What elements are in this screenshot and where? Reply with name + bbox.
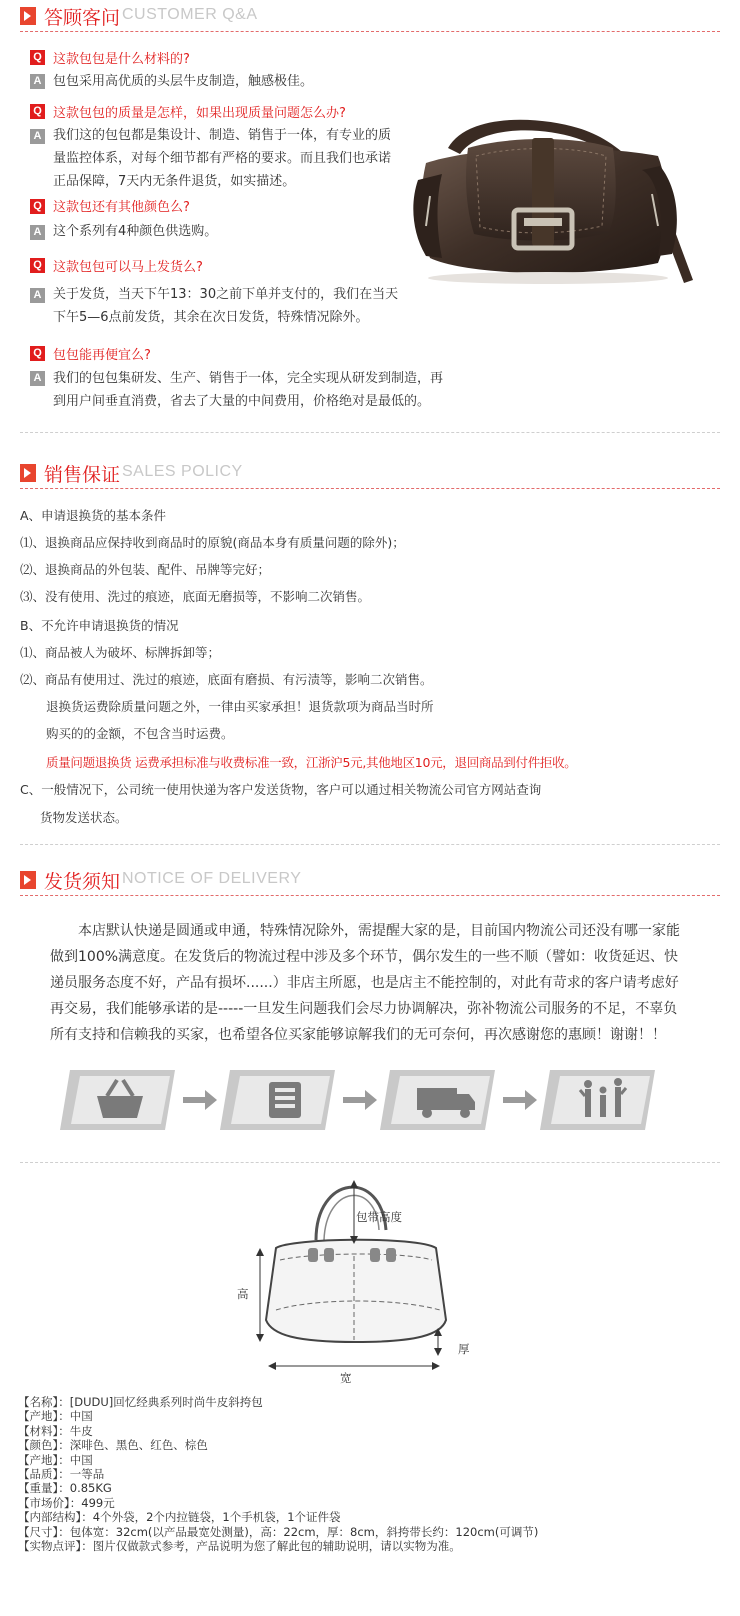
question-1: 这款包包是什么材料的? — [53, 52, 190, 67]
question-5: 包包能再便宜么? — [53, 348, 151, 363]
header-divider — [20, 895, 720, 896]
question-icon: Q — [30, 258, 45, 273]
section-divider — [20, 844, 720, 845]
sales-title-en: SALES POLICY — [122, 463, 243, 480]
answer-3-line-1: 这个系列有4种颜色供选购。 — [53, 224, 218, 239]
brown-leather-handbag-image — [408, 108, 698, 290]
answer-icon: A — [30, 129, 45, 144]
answer-2-line-2: 量监控体系，对每个细节都有严格的要求。而且我们也承诺 — [53, 151, 392, 166]
question-2: 这款包包的质量是怎样，如果出现质量问题怎么办? — [53, 106, 346, 121]
height-label: 高 — [237, 1287, 249, 1301]
delivery-notice-paragraph: 本店默认快递是圆通或申通，特殊情况除外，需提醒大家的是，目前国内物流公司还没有哪一家能做到100%满意度。在发货后的物流过程中涉及多个环节，偶尔发生的一些不顺（譬如：收货延迟、快递员服务态度不好，产品有损坏......）非店主所愿，也是店主不能控制的，对此有苛求的客户请考虑好再交易，我们能够承诺的是-----一旦发生问题我们会尽力协调解决，弥补物流公司服务的不足，不辜负所有支持和信赖我的买家，也希望各位买家能够谅解我们的无可奈何，再次感谢您的惠顾！谢谢！！ — [50, 923, 680, 1043]
question-icon: Q — [30, 346, 45, 361]
policy-line: 退换货运费除质量问题之外，一律由买家承担！退货款项为商品当时所 — [46, 699, 434, 714]
qa-title-cn: 答顾客问 — [44, 7, 121, 29]
spec-name: 【名称】：[DUDU]回忆经典系列时尚牛皮斜挎包 — [18, 1395, 263, 1409]
spec-size: 【尺寸】：包体宽：32cm(以产品最宽处测量)，高：22cm，厚：8cm，斜挎带长约：120cm(可调节) — [18, 1524, 539, 1539]
section-arrow-icon — [20, 7, 36, 25]
spec-material: 【材料】：牛皮 — [18, 1423, 93, 1438]
answer-4-line-2: 下午5—6点前发货，其余在次日发货，特殊情况除外。 — [53, 310, 369, 325]
product-specs-list — [18, 1395, 538, 1553]
width-label: 宽 — [340, 1371, 352, 1385]
answer-2-line-3: 正品保障，7天内无条件退货，如实描述。 — [53, 174, 296, 189]
header-divider — [20, 31, 720, 32]
section-arrow-icon — [20, 464, 36, 482]
policy-heading-b: B、不允许申请退换货的情况 — [20, 618, 179, 633]
depth-label: 厚 — [458, 1342, 470, 1356]
policy-line: ⑴、商品被人为破坏、标牌拆卸等； — [20, 645, 221, 660]
delivery-title-en: NOTICE OF DELIVERY — [122, 870, 302, 887]
delivery-steps-graphic — [55, 1060, 655, 1140]
question-icon: Q — [30, 50, 45, 65]
section-divider — [20, 1162, 720, 1163]
spec-origin-2: 【产地】：中国 — [18, 1452, 93, 1467]
policy-line: ⑵、商品有使用过、洗过的痕迹，底面有磨损、有污渍等，影响二次销售。 — [20, 672, 433, 687]
spec-price: 【市场价】：499元 — [18, 1495, 115, 1510]
qa-section-header — [20, 3, 720, 31]
answer-icon: A — [30, 225, 45, 240]
question-3: 这款包还有其他颜色么? — [53, 200, 190, 215]
question-4: 这款包包可以马上发货么? — [53, 260, 203, 275]
spec-weight: 【重量】：0.85KG — [18, 1481, 112, 1496]
policy-heading-a: A、申请退换货的基本条件 — [20, 508, 167, 523]
answer-5-line-1: 我们的包包集研发、生产、销售于一体，完全实现从研发到制造，再 — [53, 371, 444, 386]
policy-line: 货物发送状态。 — [40, 810, 128, 825]
sales-section-header — [20, 460, 720, 488]
spec-colors: 【颜色】：深啡色、黑色、红色、棕色 — [18, 1438, 208, 1453]
answer-1-line-1: 包包采用高优质的头层牛皮制造，触感极佳。 — [53, 74, 314, 89]
answer-icon: A — [30, 74, 45, 89]
policy-line: ⑶、没有使用、洗过的痕迹，底面无磨损等，不影响二次销售。 — [20, 589, 371, 604]
header-divider — [20, 488, 720, 489]
sales-title-cn: 销售保证 — [44, 464, 121, 486]
question-icon: Q — [30, 199, 45, 214]
spec-note: 【实物点评】：图片仅做款式参考，产品说明为您了解此包的辅助说明，请以实物为准。 — [18, 1539, 461, 1554]
payment-hand-icon — [269, 1082, 301, 1118]
answer-4-line-1: 关于发货，当天下午13：30之前下单并支付的，我们在当天 — [53, 287, 399, 302]
answer-2-line-1: 我们这的包包都是集设计、制造、销售于一体，有专业的质 — [53, 128, 392, 143]
delivery-title-cn: 发货须知 — [44, 871, 121, 893]
policy-line: 购买的的金额，不包含当时运费。 — [46, 726, 234, 741]
answer-5-line-2: 到用户间垂直消费，省去了大量的中间费用，价格绝对是最低的。 — [53, 394, 431, 409]
policy-heading-c: C、一般情况下，公司统一使用快递为客户发送货物，客户可以通过相关物流公司官方网站查询 — [20, 782, 542, 797]
bag-size-diagram — [236, 1170, 486, 1385]
section-divider — [20, 432, 720, 433]
section-arrow-icon — [20, 871, 36, 889]
spec-origin: 【产地】：中国 — [18, 1409, 93, 1424]
answer-icon: A — [30, 371, 45, 386]
question-icon: Q — [30, 104, 45, 119]
policy-line: ⑵、退换商品的外包装、配件、吊牌等完好； — [20, 562, 271, 577]
answer-icon: A — [30, 288, 45, 303]
spec-quality: 【品质】：一等品 — [18, 1467, 105, 1482]
qa-title-en: CUSTOMER Q&A — [122, 6, 258, 23]
delivery-section-header — [20, 867, 720, 895]
policy-line: ⑴、退换商品应保持收到商品时的原貌(商品本身有质量问题的除外)； — [20, 535, 405, 550]
spec-structure: 【内部结构】：4个外袋，2个内拉链袋，1个手机袋，1个证件袋 — [18, 1510, 341, 1525]
policy-highlight: 质量问题退换货 运费承担标准与收费标准一致，江浙沪5元,其他地区10元，退回商品到付件拒收。 — [46, 755, 577, 770]
strap-height-label: 包带高度 — [356, 1210, 402, 1224]
